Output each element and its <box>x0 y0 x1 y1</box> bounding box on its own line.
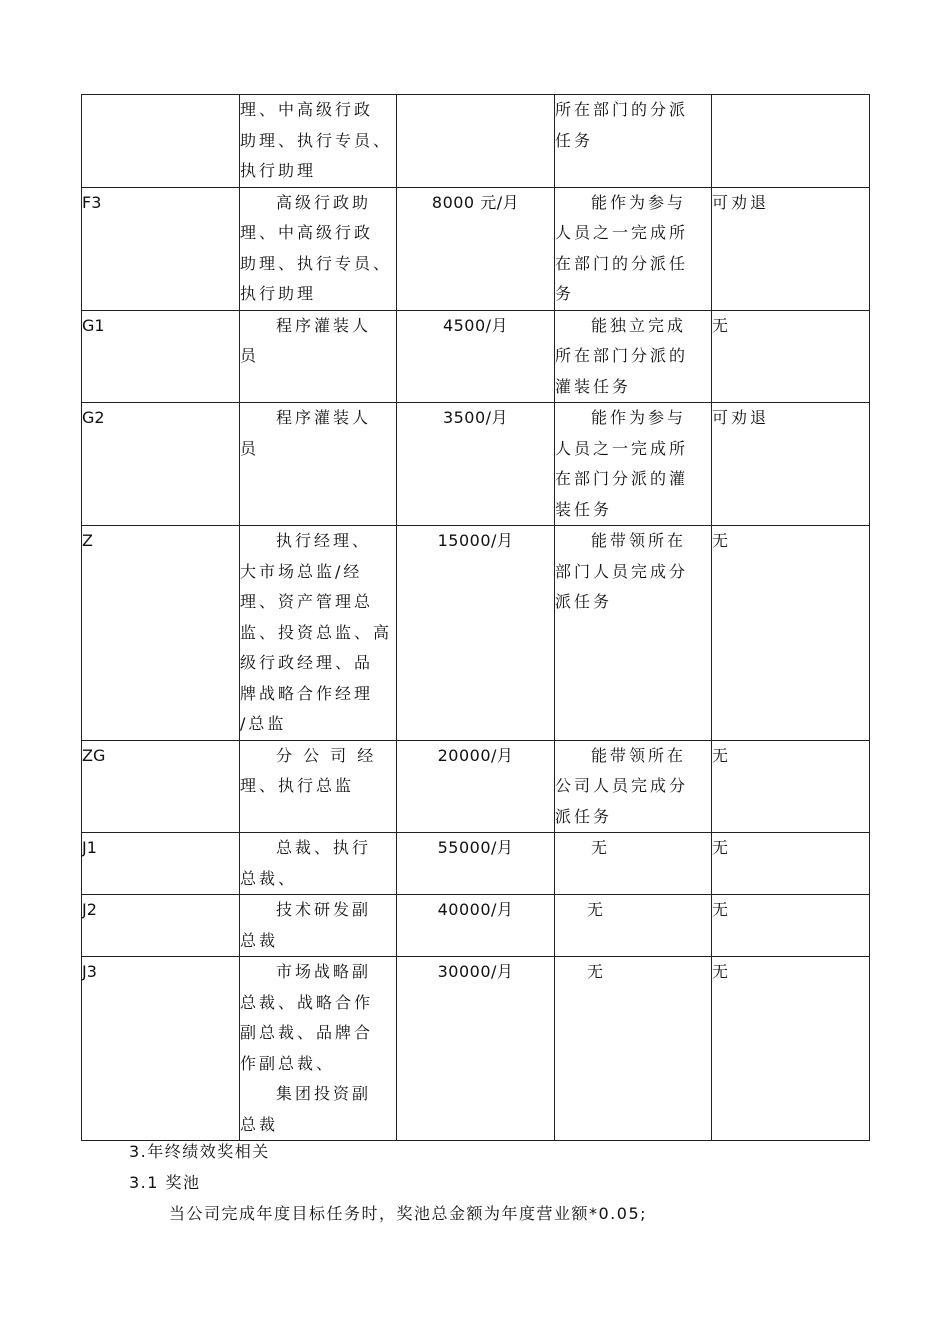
dismissal-cell <box>712 95 870 188</box>
position-cell: 高级行政助 理、中高级行政 助理、执行专员、 执行助理 <box>240 187 397 310</box>
position-cell: 技术研发副 总裁 <box>240 895 397 957</box>
grade-code-cell: F3 <box>82 187 240 310</box>
duty-cell: 能带领所在 部门人员完成分 派任务 <box>555 526 712 741</box>
grade-table <box>81 94 870 1141</box>
subsection-heading: 3.1 奖池 <box>129 1173 201 1192</box>
duty-cell: 无 <box>555 895 712 957</box>
salary-cell: 30000/月 <box>397 957 555 1141</box>
grade-code-cell <box>82 95 240 188</box>
dismissal-cell: 无 <box>712 895 870 957</box>
duty-cell: 所在部门的分派 任务 <box>555 95 712 188</box>
table-row <box>82 187 870 310</box>
dismissal-cell: 可劝退 <box>712 187 870 310</box>
grade-code-cell: Z <box>82 526 240 741</box>
position-cell: 总裁、执行 总裁、 <box>240 833 397 895</box>
salary-cell: 15000/月 <box>397 526 555 741</box>
dismissal-cell: 无 <box>712 833 870 895</box>
position-cell: 市场战略副 总裁、战略合作 副总裁、品牌合 作副总裁、 集团投资副 总裁 <box>240 957 397 1141</box>
body-paragraph: 当公司完成年度目标任务时，奖池总金额为年度营业额*0.05; <box>169 1204 648 1223</box>
duty-cell: 能独立完成 所在部门分派的 灌装任务 <box>555 310 712 403</box>
salary-cell: 3500/月 <box>397 403 555 526</box>
salary-cell: 55000/月 <box>397 833 555 895</box>
position-cell: 执行经理、 大市场总监/经 理、资产管理总 监、投资总监、高 级行政经理、品 牌战略合作经理 /总监 <box>240 526 397 741</box>
grade-code-cell: J2 <box>82 895 240 957</box>
salary-cell: 40000/月 <box>397 895 555 957</box>
position-cell: 程序灌装人 员 <box>240 310 397 403</box>
table-row <box>82 310 870 403</box>
grade-code-cell: G2 <box>82 403 240 526</box>
table-row <box>82 833 870 895</box>
position-cell: 程序灌装人 员 <box>240 403 397 526</box>
table-row <box>82 526 870 741</box>
grade-code-cell: J3 <box>82 957 240 1141</box>
duty-cell: 无 <box>555 833 712 895</box>
table-row <box>82 740 870 833</box>
table-row <box>82 95 870 188</box>
table-row <box>82 957 870 1141</box>
dismissal-cell: 无 <box>712 526 870 741</box>
duty-cell: 无 <box>555 957 712 1141</box>
dismissal-cell: 无 <box>712 310 870 403</box>
grade-code-cell: J1 <box>82 833 240 895</box>
duty-cell: 能作为参与 人员之一完成所 在部门的分派任 务 <box>555 187 712 310</box>
dismissal-cell: 可劝退 <box>712 403 870 526</box>
dismissal-cell: 无 <box>712 957 870 1141</box>
salary-cell: 8000 元/月 <box>397 187 555 310</box>
position-cell: 理、中高级行政 助理、执行专员、 执行助理 <box>240 95 397 188</box>
salary-cell: 20000/月 <box>397 740 555 833</box>
salary-cell: 4500/月 <box>397 310 555 403</box>
duty-cell: 能作为参与 人员之一完成所 在部门分派的灌 装任务 <box>555 403 712 526</box>
position-cell: 分 公 司 经 理、执行总监 <box>240 740 397 833</box>
grade-code-cell: ZG <box>82 740 240 833</box>
grade-code-cell: G1 <box>82 310 240 403</box>
duty-cell: 能带领所在 公司人员完成分 派任务 <box>555 740 712 833</box>
table-row <box>82 895 870 957</box>
section-heading: 3.年终绩效奖相关 <box>129 1142 270 1161</box>
salary-cell <box>397 95 555 188</box>
table-row <box>82 403 870 526</box>
dismissal-cell: 无 <box>712 740 870 833</box>
